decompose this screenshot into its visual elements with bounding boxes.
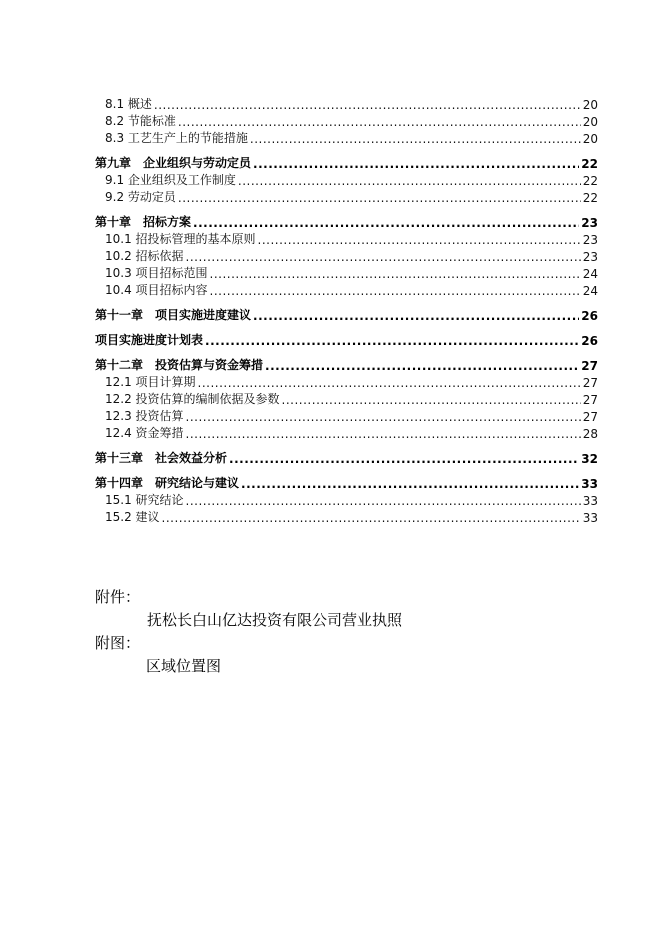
toc-leader-dots — [178, 191, 581, 205]
toc-page-number: 27 — [581, 359, 598, 373]
toc-section-entry[interactable] — [95, 171, 598, 188]
figure-item: 区域位置图 — [146, 657, 222, 675]
toc-leader-dots — [229, 452, 579, 466]
toc-section-entry[interactable] — [95, 129, 598, 146]
toc-page-number: 27 — [582, 376, 598, 390]
toc-chapter-entry[interactable] — [95, 351, 598, 373]
toc-leader-dots — [193, 216, 579, 230]
toc-entry-label: 12.2 投资估算的编制依据及参数 — [105, 392, 280, 406]
toc-entry-label: 8.2 节能标准 — [105, 114, 176, 128]
toc-page-number: 20 — [582, 132, 598, 146]
attachment-item: 抚松长白山亿达投资有限公司营业执照 — [147, 611, 403, 629]
toc-chapter-entry[interactable] — [95, 208, 598, 230]
toc-page-number: 26 — [581, 334, 598, 348]
toc-page-number: 33 — [582, 494, 598, 508]
toc-leader-dots — [265, 359, 579, 373]
toc-page-number: 22 — [582, 174, 598, 188]
toc-chapter-entry[interactable] — [95, 469, 598, 491]
toc-page-number: 22 — [581, 157, 598, 171]
toc-chapter-entry[interactable] — [95, 444, 598, 466]
toc-entry-label: 12.1 项目计算期 — [105, 375, 196, 389]
toc-leader-dots — [198, 376, 581, 390]
toc-page-number: 24 — [582, 267, 598, 281]
toc-page-number: 20 — [582, 98, 598, 112]
toc-leader-dots — [205, 334, 579, 348]
toc-page-number: 23 — [582, 250, 598, 264]
toc-section-entry[interactable] — [95, 390, 598, 407]
toc-entry-label: 第十三章 社会效益分析 — [95, 451, 228, 465]
toc-page-number: 20 — [582, 115, 598, 129]
toc-entry-label: 9.2 劳动定员 — [105, 190, 176, 204]
toc-leader-dots — [253, 157, 579, 171]
toc-entry-label: 第十四章 研究结论与建议 — [95, 476, 240, 490]
toc-leader-dots — [210, 284, 581, 298]
toc-section-entry[interactable] — [95, 264, 598, 281]
toc-leader-dots — [162, 511, 581, 525]
toc-section-entry[interactable] — [95, 508, 598, 525]
toc-entry-label: 第九章 企业组织与劳动定员 — [95, 156, 252, 170]
toc-entry-label: 8.1 概述 — [105, 97, 152, 111]
toc-leader-dots — [238, 174, 581, 188]
toc-chapter-entry[interactable] — [95, 326, 598, 348]
toc-entry-label: 第十章 招标方案 — [95, 215, 192, 229]
table-of-contents — [95, 95, 598, 525]
attachment-label: 附件： — [95, 588, 141, 606]
toc-leader-dots — [186, 494, 581, 508]
toc-section-entry[interactable] — [95, 95, 598, 112]
toc-section-entry[interactable] — [95, 424, 598, 441]
toc-page-number: 22 — [582, 191, 598, 205]
toc-page-number: 32 — [581, 452, 598, 466]
toc-page-number: 26 — [581, 309, 598, 323]
toc-section-entry[interactable] — [95, 188, 598, 205]
toc-entry-label: 15.2 建议 — [105, 510, 160, 524]
toc-page-number: 27 — [582, 410, 598, 424]
toc-leader-dots — [282, 393, 581, 407]
toc-entry-label: 第十一章 项目实施进度建议 — [95, 308, 252, 322]
toc-section-entry[interactable] — [95, 407, 598, 424]
appendix-section — [95, 586, 402, 678]
toc-section-entry[interactable] — [95, 230, 598, 247]
toc-leader-dots — [186, 410, 581, 424]
figure-label: 附图： — [95, 634, 141, 652]
toc-page-number: 33 — [582, 511, 598, 525]
toc-entry-label: 12.4 资金筹措 — [105, 426, 184, 440]
toc-page-number: 27 — [582, 393, 598, 407]
toc-leader-dots — [186, 427, 581, 441]
toc-entry-label: 10.3 项目招标范围 — [105, 266, 208, 280]
toc-section-entry[interactable] — [95, 112, 598, 129]
toc-entry-label: 15.1 研究结论 — [105, 493, 184, 507]
toc-leader-dots — [186, 250, 581, 264]
toc-entry-label: 第十二章 投资估算与资金筹措 — [95, 358, 264, 372]
toc-page-number: 23 — [581, 216, 598, 230]
toc-entry-label: 10.1 招投标管理的基本原则 — [105, 232, 256, 246]
toc-chapter-entry[interactable] — [95, 149, 598, 171]
toc-leader-dots — [258, 233, 581, 247]
toc-leader-dots — [154, 98, 581, 112]
toc-entry-label: 12.3 投资估算 — [105, 409, 184, 423]
toc-entry-label: 项目实施进度计划表 — [95, 333, 204, 347]
toc-section-entry[interactable] — [95, 247, 598, 264]
toc-section-entry[interactable] — [95, 281, 598, 298]
toc-page-number: 33 — [581, 477, 598, 491]
toc-leader-dots — [178, 115, 581, 129]
toc-leader-dots — [210, 267, 581, 281]
toc-entry-label: 8.3 工艺生产上的节能措施 — [105, 131, 248, 145]
toc-section-entry[interactable] — [95, 373, 598, 390]
toc-page-number: 23 — [582, 233, 598, 247]
toc-leader-dots — [250, 132, 581, 146]
toc-leader-dots — [253, 309, 579, 323]
toc-page-number: 28 — [582, 427, 598, 441]
toc-entry-label: 9.1 企业组织及工作制度 — [105, 173, 236, 187]
toc-section-entry[interactable] — [95, 491, 598, 508]
toc-entry-label: 10.2 招标依据 — [105, 249, 184, 263]
toc-page-number: 24 — [582, 284, 598, 298]
toc-chapter-entry[interactable] — [95, 301, 598, 323]
toc-leader-dots — [241, 477, 579, 491]
toc-entry-label: 10.4 项目招标内容 — [105, 283, 208, 297]
